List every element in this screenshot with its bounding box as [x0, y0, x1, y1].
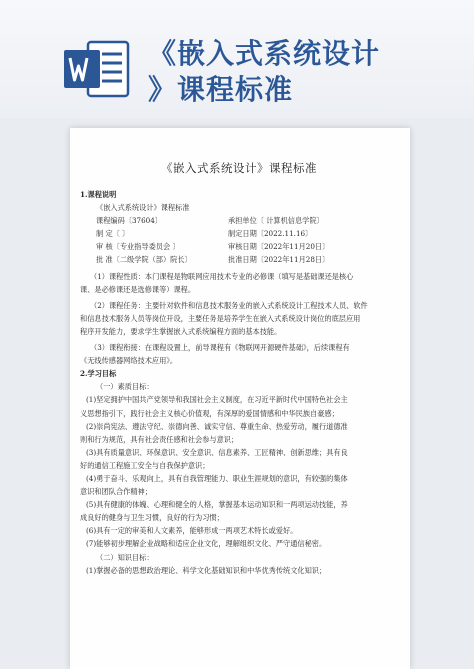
paragraph-line: （1）课程性质：本门课程是物联网应用技术专业的必修课（填写是基础课还是核心 — [90, 271, 354, 281]
paragraph-line: （3）课程衔接：在课程设置上，前导课程有《物联网开源硬件基础》，后续课程有 — [90, 343, 350, 353]
paragraph-line: 好的通信工程施工安全与自我保护意识； — [80, 460, 210, 470]
meta-row — [80, 253, 398, 266]
author-date: 制定日期〔2022.11.16〕 — [228, 229, 313, 239]
paragraph-line: 义思想指引下，践行社会主义核心价值观，有深厚的爱国情感和中华民族自豪感； — [80, 408, 339, 418]
document-title: 《嵌入式系统设计》课程标准 — [161, 161, 317, 175]
document-body — [80, 138, 398, 577]
paragraph-line: 程序开发能力，要求学生掌握嵌入式系统编程方面的基本技能。 — [80, 326, 282, 336]
responsible-unit: 承担单位〔 计算机信息学院〕 — [228, 216, 324, 226]
approve-date: 批准日期〔2022年11月28日〕 — [228, 255, 330, 265]
meta-row — [80, 240, 398, 253]
paragraph-line: (5)具有健康的体魄、心理和健全的人格，掌握基本运动知识和一两项运动技能，养 — [86, 500, 348, 510]
paragraph-line: 意识和团队合作精神； — [80, 487, 152, 497]
subsection-heading: （二）知识目标： — [96, 552, 154, 562]
paragraph-line: 和信息技术服务人员等岗位开设，主要任务是培养学生在嵌入式系统设计岗位的底层应用 — [80, 313, 361, 323]
course-name-line: 《嵌入式系统设计》课程标准 — [96, 203, 190, 213]
course-code: 课程编码〔37604〕 — [96, 216, 162, 226]
paragraph-line: (3)具有质量意识、环保意识、安全意识、信息素养、工匠精神、创新思维；具有良 — [86, 447, 348, 457]
paragraph-line: (1)坚定拥护中国共产党领导和我国社会主义制度，在习近平新时代中国特色社会主 — [86, 395, 348, 405]
paragraph-line: (7)能够初步理解企业战略和适应企业文化，理解组织文化、严守通信秘密。 — [86, 539, 327, 549]
paragraph-line: （2）课程任务：主要针对软件和信息技术服务业的嵌入式系统设计工程技术人员、软件 — [90, 300, 368, 310]
paragraph-line: (6)具有一定的审美和人文素养，能够形成一两项艺术特长或爱好。 — [86, 526, 298, 536]
review-date: 审核日期〔2022年11月20日〕 — [228, 242, 330, 252]
paragraph-line: 成良好的健身与卫生习惯，良好的行为习惯； — [80, 513, 224, 523]
banner-title-line2: 》课程标准 — [148, 73, 294, 106]
banner — [0, 0, 474, 118]
meta-row — [80, 227, 398, 240]
paragraph-line: 课、是必修课还是选修课等）课程。 — [80, 284, 196, 294]
approver-field: 批 准〔二级学院（部）院长〕 — [96, 255, 192, 265]
paragraph-line: 《无线传感器网络技术应用》。 — [80, 356, 178, 366]
subsection-heading: （一）素质目标： — [96, 382, 154, 392]
section-heading: 1.课程说明 — [80, 190, 117, 199]
paragraph-line: 则和行为规范，具有社会责任感和社会参与意识； — [80, 434, 239, 444]
author-field: 制 定〔 〕 — [96, 229, 130, 239]
paragraph-line: (4)勇于奋斗、乐观向上，具有自我管理能力、职业生涯规划的意识，有较强的集体 — [86, 473, 348, 483]
meta-row — [80, 214, 398, 227]
document-page — [70, 128, 410, 669]
banner-title-line1: 《嵌入式系统设计 — [148, 37, 381, 70]
paragraph-line: (2)崇尚宪法、遵法守纪、崇德向善、诚实守信、尊重生命、热爱劳动，履行道德准 — [86, 421, 348, 431]
section-heading: 2.学习目标 — [80, 369, 117, 379]
reviewer-field: 审 核〔专业指导委员会 〕 — [96, 242, 180, 252]
word-document-icon — [62, 38, 132, 100]
paragraph-line: (1)掌握必备的思想政治理论、科学文化基础知识和中华优秀传统文化知识； — [86, 565, 327, 575]
